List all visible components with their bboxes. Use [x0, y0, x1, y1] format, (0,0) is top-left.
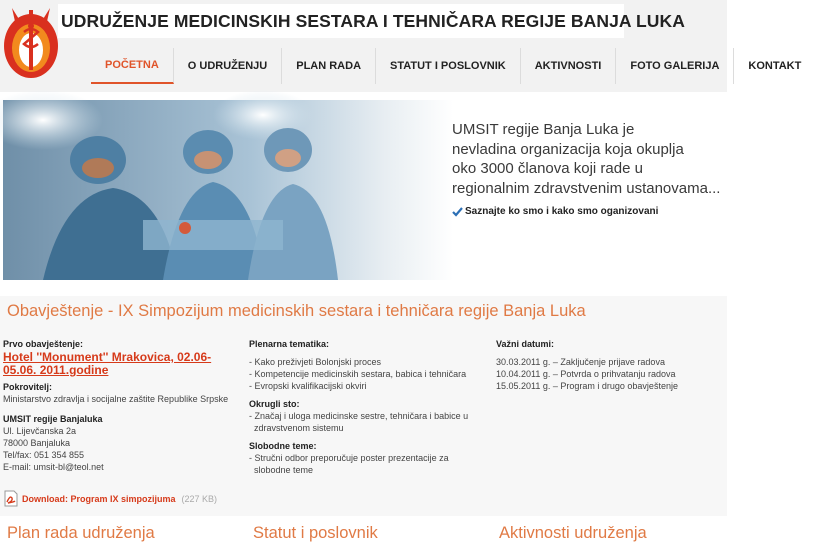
free-topics-item: slobodne teme: [249, 465, 314, 475]
banner-line: nevladina organizacija koja okuplja: [452, 140, 684, 158]
nav-item-statut[interactable]: STATUT I POSLOVNIK: [376, 48, 521, 84]
plenary-item: - Kako preživjeti Bolonjski proces: [249, 357, 382, 367]
banner-line: regionalnim zdravstvenim ustanovama...: [452, 179, 721, 197]
date-item: 10.04.2011 g. – Potvrda o prihvatanju radova: [496, 369, 676, 379]
nav-item-kontakt[interactable]: KONTAKT: [748, 60, 802, 72]
file-size: (227 KB): [181, 493, 218, 504]
plan-rada-heading[interactable]: Plan rada udruženja: [7, 524, 155, 542]
download-program-link[interactable]: Download: Program IX simpozijuma: [22, 493, 176, 504]
plenary-item: - Evropski kvalifikacijski okviri: [249, 381, 367, 391]
city-text: 78000 Banjaluka: [3, 438, 71, 448]
nav-item-aktivnosti[interactable]: AKTIVNOSTI: [521, 48, 617, 84]
free-topics-item: - Stručni odbor preporučuje poster prezentacije za: [249, 453, 449, 463]
nav-item-foto-galerija[interactable]: FOTO GALERIJA: [616, 48, 734, 84]
banner-about-link[interactable]: [452, 206, 658, 217]
date-item: 30.03.2011 g. – Zaključenje prijave radova: [496, 357, 665, 367]
checkmark-icon: [452, 206, 463, 217]
banner-line: oko 3000 članova koji rade u: [452, 160, 643, 177]
date-item: 15.05.2011 g. – Program i drugo obavještenje: [496, 381, 678, 391]
hotel-link[interactable]: Hotel ''Monument'' Mrakovica, 02.06-05.06. 2011.godine: [3, 350, 212, 377]
nav-item-o-udruzenju[interactable]: O UDRUŽENJU: [174, 48, 282, 84]
nav-item-pocetna[interactable]: POČETNA: [91, 48, 174, 84]
banner-line: UMSIT regije Banja Luka je: [452, 121, 635, 138]
plenary-label: Plenarna tematika:: [249, 339, 330, 349]
dates-label: Važni datumi:: [496, 339, 555, 349]
pdf-icon: [3, 490, 19, 507]
download-row: [3, 490, 217, 507]
notice-col-2: [249, 338, 479, 476]
address-text: Ul. Lijevčanska 2a: [3, 426, 77, 436]
free-topics-label: Slobodne teme:: [249, 441, 317, 451]
header: [0, 0, 802, 92]
banner-text: [452, 120, 722, 198]
email-text: E-mail: umsit-bl@teol.net: [3, 462, 104, 472]
banner-link-label: Saznajte ko smo i kako smo oganizovani: [465, 206, 659, 217]
notice-col-1: [3, 338, 233, 473]
round-table-label: Okrugli sto:: [249, 399, 300, 409]
first-notice-label: Prvo obavještenje:: [3, 339, 84, 349]
sponsor-label: Pokrovitelj:: [3, 382, 53, 392]
plenary-item: - Kompetencije medicinskih sestara, babica i tehničara: [249, 369, 467, 379]
logo-icon[interactable]: [2, 2, 60, 80]
sponsor-text: Ministarstvo zdravlja i socijalne zaštite Republike Srpske: [3, 394, 229, 404]
nav-item-plan-rada[interactable]: PLAN RADA: [282, 48, 376, 84]
main-nav: [91, 48, 815, 84]
banner: [0, 100, 727, 282]
surgery-photo: [3, 100, 453, 280]
aktivnosti-heading[interactable]: Aktivnosti udruženja: [499, 524, 647, 542]
org-label: UMSIT regije Banjaluka: [3, 414, 103, 424]
round-table-item: - Značaj i uloga medicinske sestre, tehničara i babice u: [249, 411, 469, 421]
phone-text: Tel/fax: 051 354 855: [3, 450, 85, 460]
notice-col-3: [496, 338, 726, 392]
statut-heading[interactable]: Statut i poslovnik: [253, 524, 378, 542]
notice-title: Obavještenje - IX Simpozijum medicinskih sestara i tehničara regije Banja Luka: [7, 302, 586, 320]
site-title: UDRUŽENJE MEDICINSKIH SESTARA I TEHNIČARA REGIJE BANJA LUKA: [58, 4, 624, 38]
round-table-item: zdravstvenom sistemu: [249, 423, 344, 433]
